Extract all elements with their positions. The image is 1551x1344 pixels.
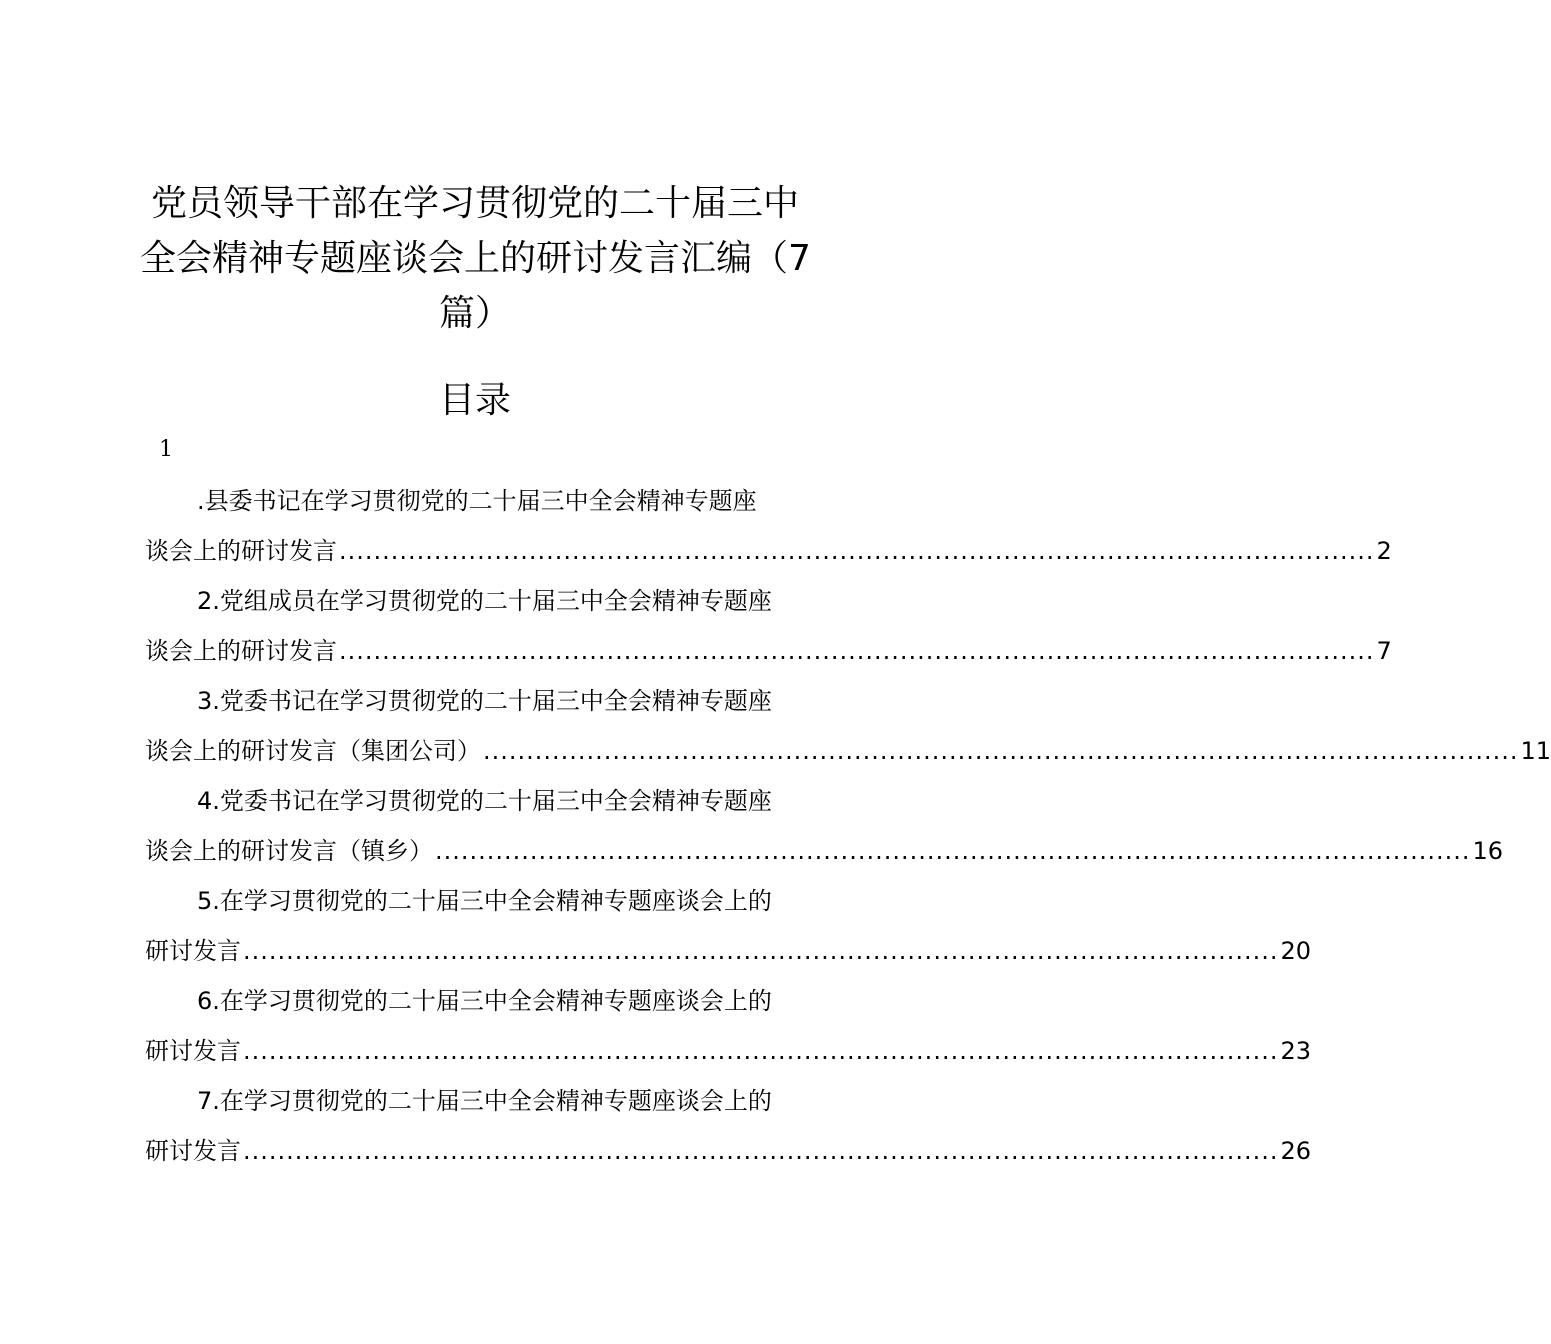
toc-entry-2[interactable] bbox=[145, 576, 1392, 676]
title-line-3: 篇） bbox=[438, 293, 511, 334]
toc-entry-5[interactable] bbox=[145, 876, 1312, 976]
toc-entry-title-cont: 谈会上的研讨发言（集团公司） bbox=[145, 737, 481, 765]
toc-entry-line2 bbox=[145, 726, 1551, 776]
toc-leader-dots: ........................................................................................................................ bbox=[243, 1137, 1279, 1165]
toc-entry-title-cont: 谈会上的研讨发言 bbox=[145, 637, 337, 665]
toc-entry-3[interactable] bbox=[145, 676, 1551, 776]
table-of-contents bbox=[145, 476, 1551, 1176]
title-line-1: 党员领导干部在学习贯彻党的二十届三中 bbox=[150, 183, 799, 224]
toc-entry-4[interactable] bbox=[145, 776, 1504, 876]
toc-entry-title-cont: 谈会上的研讨发言（镇乡） bbox=[145, 837, 433, 865]
title-line-2: 全会精神专题座谈会上的研讨发言汇编（7 bbox=[140, 238, 811, 279]
stray-number: 1 bbox=[159, 437, 173, 462]
toc-entry-title: 3.党委书记在学习贯彻党的二十届三中全会精神专题座 bbox=[197, 687, 772, 715]
toc-leader-dots: ........................................................................................................................ bbox=[243, 937, 1279, 965]
toc-heading: 目录 bbox=[438, 380, 511, 421]
toc-page-number: 23 bbox=[1280, 1037, 1312, 1065]
toc-entry-title-cont: 研讨发言 bbox=[145, 1037, 241, 1065]
toc-page-number: 20 bbox=[1280, 937, 1312, 965]
toc-entry-title: 4.党委书记在学习贯彻党的二十届三中全会精神专题座 bbox=[197, 787, 772, 815]
toc-leader-dots: ........................................................................................................................ bbox=[339, 637, 1375, 665]
toc-leader-dots: ........................................................................................................................ bbox=[483, 737, 1519, 765]
toc-entry-line2 bbox=[145, 926, 1312, 976]
toc-entry-line2 bbox=[145, 626, 1392, 676]
toc-leader-dots: ........................................................................................................................ bbox=[339, 537, 1375, 565]
toc-entry-1[interactable] bbox=[145, 476, 1392, 576]
toc-entry-line2 bbox=[145, 1126, 1312, 1176]
toc-page-number: 7 bbox=[1376, 637, 1392, 665]
toc-leader-dots: ........................................................................................................................ bbox=[243, 1037, 1279, 1065]
toc-entry-title: 7.在学习贯彻党的二十届三中全会精神专题座谈会上的 bbox=[197, 1087, 772, 1115]
toc-entry-title: 5.在学习贯彻党的二十届三中全会精神专题座谈会上的 bbox=[197, 887, 772, 915]
toc-leader-dots: ........................................................................................................................ bbox=[435, 837, 1471, 865]
toc-entry-title: .县委书记在学习贯彻党的二十届三中全会精神专题座 bbox=[197, 487, 757, 515]
toc-entry-6[interactable] bbox=[145, 976, 1312, 1076]
toc-page-number: 16 bbox=[1472, 837, 1504, 865]
document-title bbox=[140, 176, 810, 341]
toc-entry-line2 bbox=[145, 826, 1504, 876]
toc-entry-title: 2.党组成员在学习贯彻党的二十届三中全会精神专题座 bbox=[197, 587, 772, 615]
toc-entry-title-cont: 研讨发言 bbox=[145, 1137, 241, 1165]
toc-page-number: 26 bbox=[1280, 1137, 1312, 1165]
toc-entry-line2 bbox=[145, 526, 1392, 576]
toc-entry-line2 bbox=[145, 1026, 1312, 1076]
toc-page-number: 11 bbox=[1520, 737, 1551, 765]
toc-entry-title-cont: 研讨发言 bbox=[145, 937, 241, 965]
toc-page-number: 2 bbox=[1376, 537, 1392, 565]
toc-entry-7[interactable] bbox=[145, 1076, 1312, 1176]
toc-entry-title-cont: 谈会上的研讨发言 bbox=[145, 537, 337, 565]
toc-entry-title: 6.在学习贯彻党的二十届三中全会精神专题座谈会上的 bbox=[197, 987, 772, 1015]
